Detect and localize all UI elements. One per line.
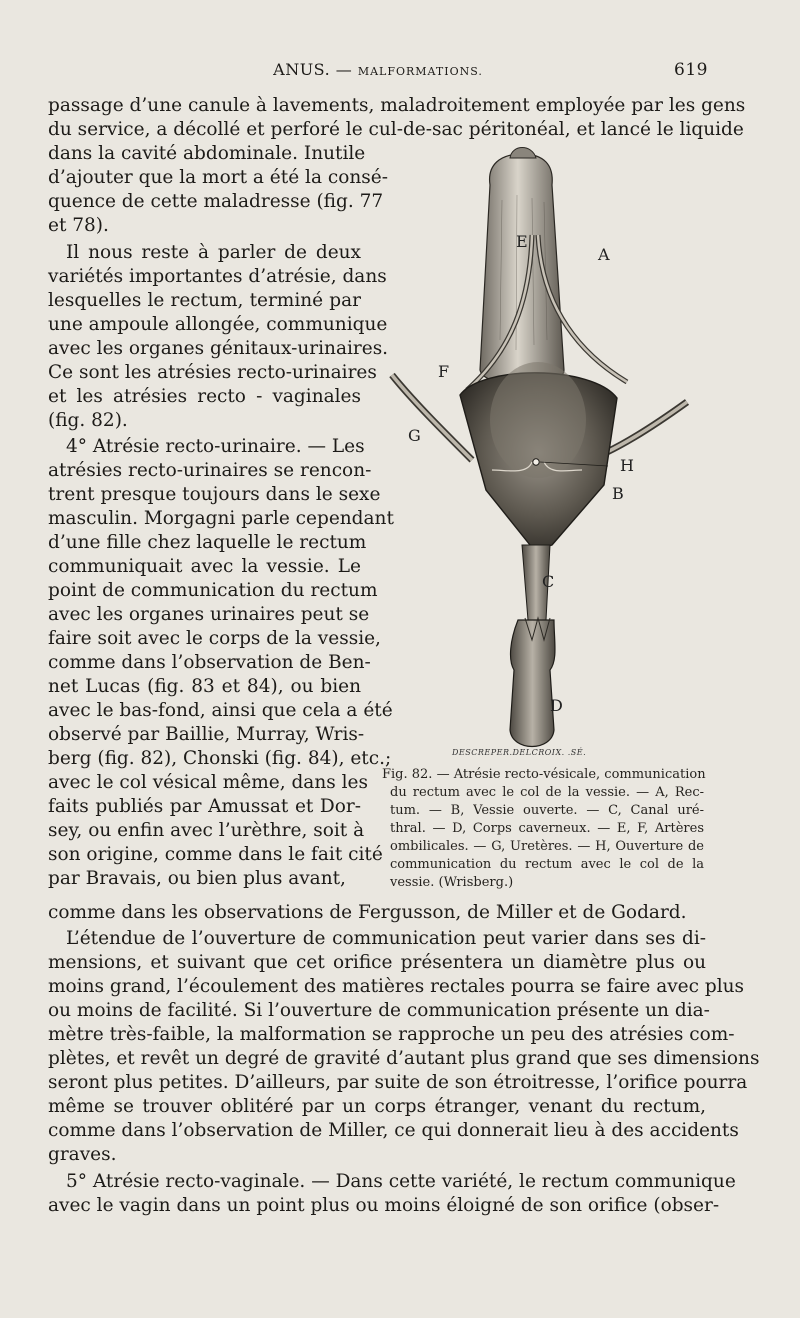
engraver-credit: DESCREPER.DELCROIX. .SÉ. [452, 748, 587, 757]
text-line: quence de cette maladresse (fig. 77 [48, 191, 384, 212]
text-line: faire soit avec le corps de la vessie, [48, 628, 381, 649]
caption-line: communication du rectum avec le col de la [390, 857, 704, 872]
text-line: avec le col vésical même, dans les [48, 772, 368, 793]
text-line: berg (fig. 82), Chonski (fig. 84), etc.; [48, 748, 392, 769]
text-line: Il nous reste à parler de deux [66, 242, 361, 263]
text-line: moins grand, l’écoulement des matières rectales pourra se faire avec plus [48, 976, 745, 997]
figure-label-c: C [542, 572, 555, 591]
figure-illustration [382, 140, 702, 760]
text-line: mensions, et suivant que cet orifice présentera un diamètre plus ou [48, 952, 706, 973]
caption-line: vessie. (Wrisberg.) [390, 875, 514, 890]
text-line: une ampoule allongée, communique [48, 314, 388, 335]
figure-label-d: D [550, 696, 563, 715]
text-line: et 78). [48, 215, 109, 236]
text-line: avec les organes urinaires peut se [48, 604, 370, 625]
text-line: par Bravais, ou bien plus avant, [48, 868, 346, 889]
text-line: passage d’une canule à lavements, maladroitement employée par les gens [48, 95, 746, 116]
text-line-heading: 5° Atrésie recto-vaginale. — Dans cette variété, le rectum communique [66, 1171, 736, 1192]
text-line: trent presque toujours dans le sexe [48, 484, 381, 505]
header-title: ANUS. [273, 60, 331, 79]
anatomical-figure [382, 140, 702, 760]
caption-line: ombilicales. — G, Uretères. — H, Ouverture de [390, 839, 704, 854]
page-number: 619 [674, 60, 708, 80]
text-line: sey, ou enfin avec l’urèthre, soit à [48, 820, 365, 841]
header-section: MALFORMATIONS. [357, 65, 483, 78]
text-line: faits publiés par Amussat et Dor- [48, 796, 361, 817]
text-line: L’étendue de l’ouverture de communication peut varier dans ses di- [66, 928, 706, 949]
text-line: comme dans les observations de Fergusson, de Miller et de Godard. [48, 902, 687, 923]
text-line: seront plus petites. D’ailleurs, par suite de son étroitresse, l’orifice pourra [48, 1072, 748, 1093]
text-line: d’ajouter que la mort a été la consé- [48, 167, 388, 188]
text-line: Ce sont les atrésies recto-urinaires [48, 362, 377, 383]
text-line: avec le bas-fond, ainsi que cela a été [48, 700, 393, 721]
text-line: avec les organes génitaux-urinaires. [48, 338, 389, 359]
text-line: point de communication du rectum [48, 580, 378, 601]
figure-caption [382, 766, 704, 892]
text-line: graves. [48, 1144, 117, 1165]
text-line: lesquelles le rectum, terminé par [48, 290, 361, 311]
caption-line: tum. — B, Vessie ouverte. — C, Canal uré- [390, 803, 704, 818]
figure-label-e: E [516, 232, 528, 251]
text-line: ou moins de facilité. Si l’ouverture de communication présente un dia- [48, 1000, 710, 1021]
figure-label-g: G [408, 426, 421, 445]
text-line: mètre très-faible, la malformation se rapproche un peu des atrésies com- [48, 1024, 735, 1045]
text-line: communiquait avec la vessie. Le [48, 556, 361, 577]
caption-line: Fig. 82. — Atrésie recto-vésicale, communication [382, 767, 706, 782]
figure-label-h: H [620, 456, 634, 475]
text-line: dans la cavité abdominale. Inutile [48, 143, 366, 164]
caption-line: du rectum avec le col de la vessie. — A, Rec- [390, 785, 704, 800]
running-head [48, 60, 708, 84]
figure-label-a: A [598, 245, 610, 264]
text-line: avec le vagin dans un point plus ou moins éloigné de son orifice (obser- [48, 1195, 720, 1216]
text-line-heading: 4° Atrésie recto-urinaire. — Les [66, 436, 365, 457]
text-line: net Lucas (fig. 83 et 84), ou bien [48, 676, 361, 697]
text-line: plètes, et revêt un degré de gravité d’autant plus grand que ses dimensions [48, 1048, 760, 1069]
text-line: masculin. Morgagni parle cependant [48, 508, 394, 529]
text-line: même se trouver oblitéré par un corps étranger, venant du rectum, [48, 1096, 706, 1117]
text-line: observé par Baillie, Murray, Wris- [48, 724, 365, 745]
text-line: d’une fille chez laquelle le rectum [48, 532, 367, 553]
text-line: (fig. 82). [48, 410, 128, 431]
text-line: variétés importantes d’atrésie, dans [48, 266, 387, 287]
text-line: du service, a décollé et perforé le cul-de-sac péritonéal, et lancé le liquide [48, 119, 744, 140]
text-line: comme dans l’observation de Ben- [48, 652, 371, 673]
text-line: son origine, comme dans le fait cité [48, 844, 383, 865]
text-line: et les atrésies recto - vaginales [48, 386, 361, 407]
text-line: atrésies recto-urinaires se rencon- [48, 460, 372, 481]
text-line: comme dans l’observation de Miller, ce qui donnerait lieu à des accidents [48, 1120, 739, 1141]
figure-label-f: F [438, 362, 450, 381]
header-dash: — [335, 60, 353, 79]
caption-line: thral. — D, Corps caverneux. — E, F, Artères [390, 821, 704, 836]
figure-label-b: B [612, 484, 624, 503]
